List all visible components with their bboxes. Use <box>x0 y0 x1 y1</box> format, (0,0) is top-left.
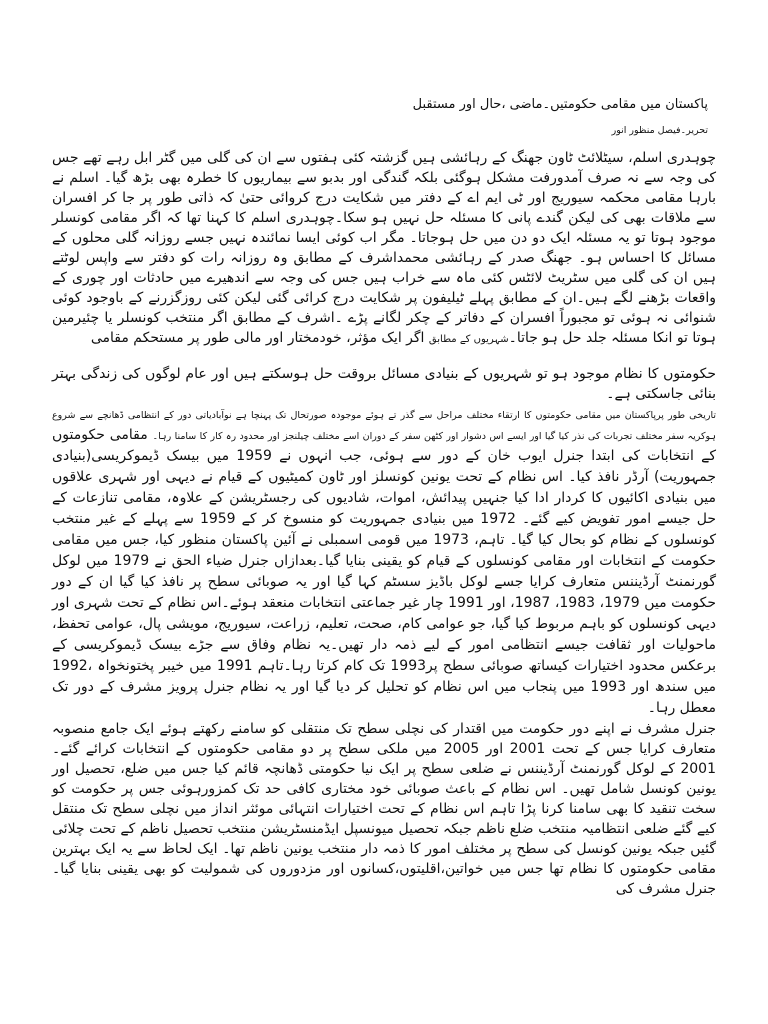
byline: تحریر۔فیصل منظور انور <box>611 125 708 136</box>
document-title: پاکستان میں مقامی حکومتیں۔ماضی ،حال اور مستقبل <box>412 97 708 112</box>
paragraph-1-tail: اگر ایک مؤثر، خودمختار اور مالی طور پر مستحکم مقامی <box>90 330 429 346</box>
paragraph-4: جنرل مشرف نے اپنے دور حکومت میں اقتدار کی نچلی سطح تک منتقلی کو سامنے رکھتے ہوئے ایک جامع منصوبہ متعارف کرایا جس کے تحت 2001 اور 2005 میں ملکی سطح پر دو مقامی حکومتوں کے انتخابات کرائے گئے۔ 2001 کے لوکل گورنمنٹ آرڈیننس نے ضلعی سطح پر ایک نیا حکومتی ڈھانچہ قائم کیا جس میں ضلع، تحصیل اور یونین کونسل شامل تھیں۔ اس نظام کے باعث صوبائی خود مختاری کافی حد تک کمزورہوئی جس پر حکومت کو سخت تنقید کا بھی سامنا کرنا پڑا تاہم اس نظام کے تحت اختیارات انتہائی موئثر انداز میں نچلی سطح تک منتقل کیے گئے ضلعی انتظامیہ منتخب ضلع ناظم جبکہ تحصیل میونسپل ایڈمنسٹریشن منتخب تحصیل ناظم کے تحت چلائی گئیں جبکہ یونین کونسل کی سطح پر مختلف امور کا ذمہ دار منتخب یونین ناظم تھا۔ ایک لحاظ سے یہ ایک بہترین مقامی حکومتوں کا نظام تھا جس میں خواتین،اقلیتوں،کسانوں اور مزدوروں کی شمولیت کو بھی یقینی بنایا گیا۔ جنرل مشرف کی <box>52 721 716 897</box>
paragraph-1 <box>52 148 716 350</box>
paragraph-2: حکومتوں کا نظام موجود ہو تو شہریوں کے بنیادی مسائل بروقت حل ہوسکتے ہیں اور عام لوگوں کی زندگی بہتر بنائی جاسکتی ہے۔ <box>52 366 716 402</box>
paragraph-3-small-text: تاریخی طور پرپاکستان میں مقامی حکومتوں کا ارتقاء مختلف مراحل سے گذر تے ہوئے موجودہ صورتحال تک پہنچا ہے نوآبادیاتی دور کے انتظامی ڈھانچے سے شروع ہوکریہ سفر مختلف تجربات کی نذر کیا گیا اور ایسے اس دشوار اور کٹھن سفر کے دوران اسے مختلف چیلنجز اور محدود رہ کار کا سامنا رہا۔ <box>52 410 716 442</box>
paragraph-1-text: چوہدری اسلم، سیٹلائٹ ٹاون جھنگ کے رہائشی ہیں گزشتہ کئی ہفتوں سے ان کی گلی میں گٹر ابل رہے تھے جس کی وجہ سے نہ صرف آمدورفت مشکل ہوگئی بلکہ گندگی اور بدبو سے بیماریوں کا خطرہ بھی بڑھ گیا۔ اسلم نے بارہا مقامی محکمہ سیوریج اور ٹی ایم اے کے دفتر میں شکایت درج کروائی حتیٰ کہ ذاتی طور پر جا کر افسران سے ملاقات بھی کی لیکن گندے پانی کا مسئلہ حل نہیں ہو سکا۔چوہدری اسلم کا کہنا تھا کہ اگر مقامی کونسلر موجود ہوتا تو یہ مسئلہ ایک دو دن میں حل ہوجاتا۔ مگر اب کوئی ایسا نمائندہ نہیں جسے روزانہ گلی محلوں کے مسائل کا احساس ہو۔ جھنگ صدر کے رہائشی محمداشرف کے مطابق وہ روزانہ رات کو دفتر سے واپس لوٹتے ہیں ان کی گلی میں سٹریٹ لائٹس کئی ماہ سے خراب ہیں جس کی وجہ سے اندھیرے میں حادثات اور چوری کے واقعات بڑھنے لگے ہیں۔ان کے مطابق پہلے ٹیلیفون پر شکایت درج کرائی گئی لیکن کئی روزگزرنے کے باوجود کوئی شنوائی نہ ہوئی تو مجبوراً افسران کے دفاتر کے چکر لگانے پڑے ۔اشرف کے مطابق اگر منتخب کونسلر یا چئیرمین ہوتا تو انکا مسئلہ جلد حل ہو جاتا۔ <box>52 150 716 346</box>
paragraph-3-intro <box>52 406 716 719</box>
paragraph-1-small-text: شہریوں کے مطابق <box>428 334 509 345</box>
paragraph-3-text: مقامی حکومتوں کے انتخابات کی ابتدا جنرل ایوب خان کے دور سے ہوئی، جب انہوں نے 1959 میں بیسک ڈیموکریسی(بنیادی جمہوریت) آرڈر نافذ کیا۔ اس نظام کے تحت یونین کونسلز اور ٹاون کمیٹیوں کے قیام نے دیہی اور شہری علاقوں میں بنیادی اکائیوں کا کردار ادا کیا جنہیں پیدائش، اموات، شادیوں کی رجسٹریشن کے علاوہ، مقامی تنازعات کے حل جیسے امور تفویض کیے گئے۔ 1972 میں بنیادی جمہوریت کو منسوخ کر کے 1959 سے پہلے کے غیر منتخب کونسلوں کے نظام کو بحال کیا گیا۔ تاہم، 1973 میں قومی اسمبلی نے آئین پاکستان منظور کیا، جس میں مقامی حکومت کے انتخابات اور مقامی کونسلوں کے قیام کو یقینی بنایا گیا۔بعدازاں جنرل ضیاء الحق نے 1979 میں لوکل گورنمنٹ آرڈیننس متعارف کرایا جسے لوکل باڈیز سسٹم کہا گیا اور یہ صوبائی سطح پر نافذ کیا گیا ان کے دور حکومت میں 1979، 1983، 1987، اور 1991 چار غیر جماعتی انتخابات منعقد ہوئے۔اس نظام کے تحت شہری اور دیہی کونسلوں کو باہم مربوط کیا گیا، جو عوامی کام، صحت، تعلیم، زراعت، سیوریج، مویشی پال، عوامی تحفظ، ماحولیات اور ثقافت جیسے انتظامی امور کے لیے ذمہ دار تھیں۔یہ نظام وفاق سے جڑے بیسک ڈیموکریسی کے برعکس محدود اختیارات کیساتھ صوبائی سطح پر1993 تک کام کرتا رہا۔تاہم 1991 میں خیبر پختونخواہ ،1992 میں سندھ اور 1993 میں پنجاب میں اس نظام کو تحلیل کر دیا گیا اور یہ نظام جنرل پرویز مشرف کے دور تک معطل رہا۔ <box>52 427 717 716</box>
